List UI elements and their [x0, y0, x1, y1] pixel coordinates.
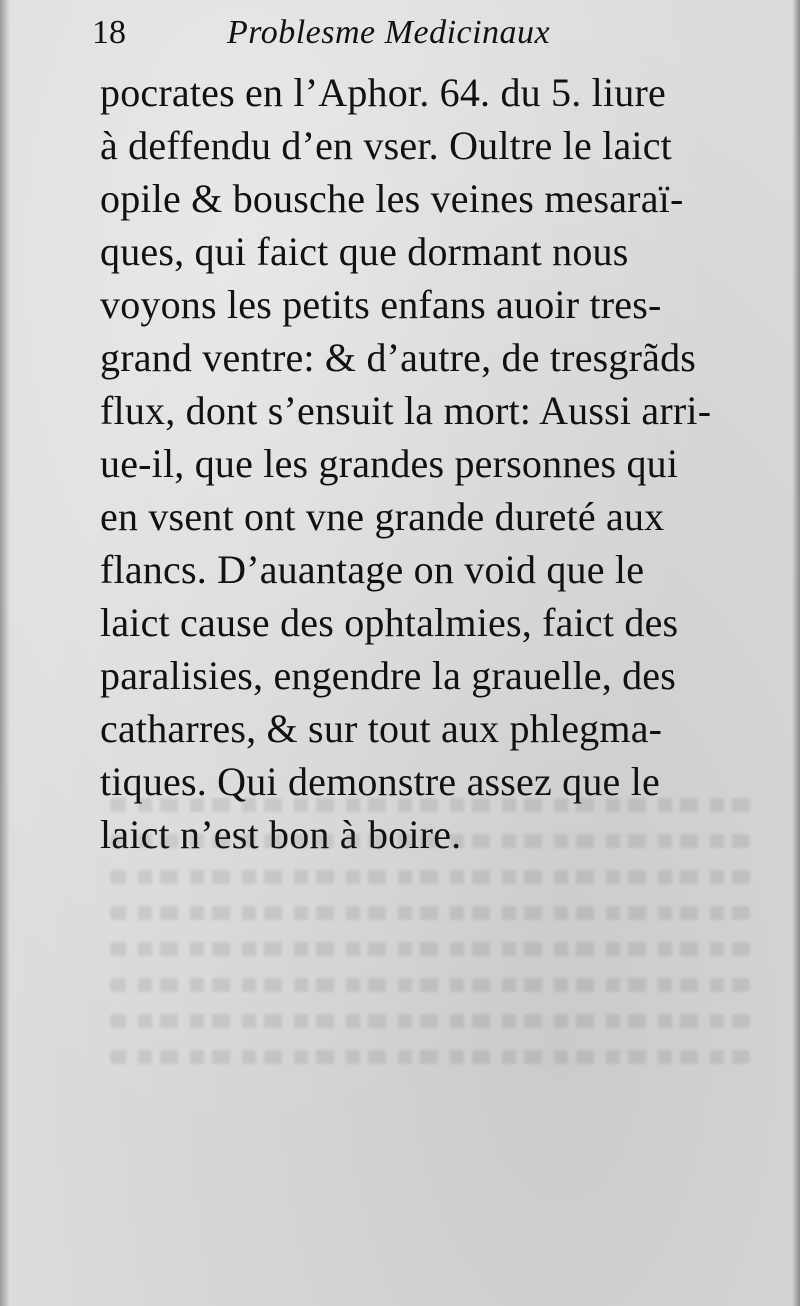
- text-line: laict cause des ophtalmies, faict des: [100, 600, 679, 645]
- text-line: voyons les petits enfans auoir tres-: [100, 282, 662, 327]
- page-header: [92, 14, 692, 64]
- page-edge-left: [0, 0, 10, 1306]
- page-edge-right: [792, 0, 800, 1306]
- text-line: grand ventre: & d’autre, de tresgrãds: [100, 335, 697, 380]
- text-line: ques, qui faict que dormant nous: [100, 229, 629, 274]
- running-title: Problesme Medicinaux: [227, 14, 551, 51]
- text-line: flancs. D’auantage on void que le: [100, 547, 645, 592]
- text-line: pocrates en l’Aphor. 64. du 5. liure: [100, 70, 666, 115]
- page-number: 18: [92, 14, 126, 51]
- body-text: [100, 66, 765, 861]
- text-line: en vsent ont vne grande dureté aux: [100, 494, 665, 539]
- text-line: flux, dont s’ensuit la mort: Aussi arri-: [100, 388, 712, 433]
- text-line: à deffendu d’en vser. Oultre le laict: [100, 123, 672, 168]
- text-line: tiques. Qui demonstre assez que le: [100, 759, 660, 804]
- text-line: paralisies, engendre la grauelle, des: [100, 653, 677, 698]
- text-line: laict n’est bon à boire.: [100, 812, 462, 857]
- text-line: opile & bousche les veines mesaraï-: [100, 176, 684, 221]
- text-line: catharres, & sur tout aux phlegma-: [100, 706, 663, 751]
- text-line: ue-il, que les grandes personnes qui: [100, 441, 679, 486]
